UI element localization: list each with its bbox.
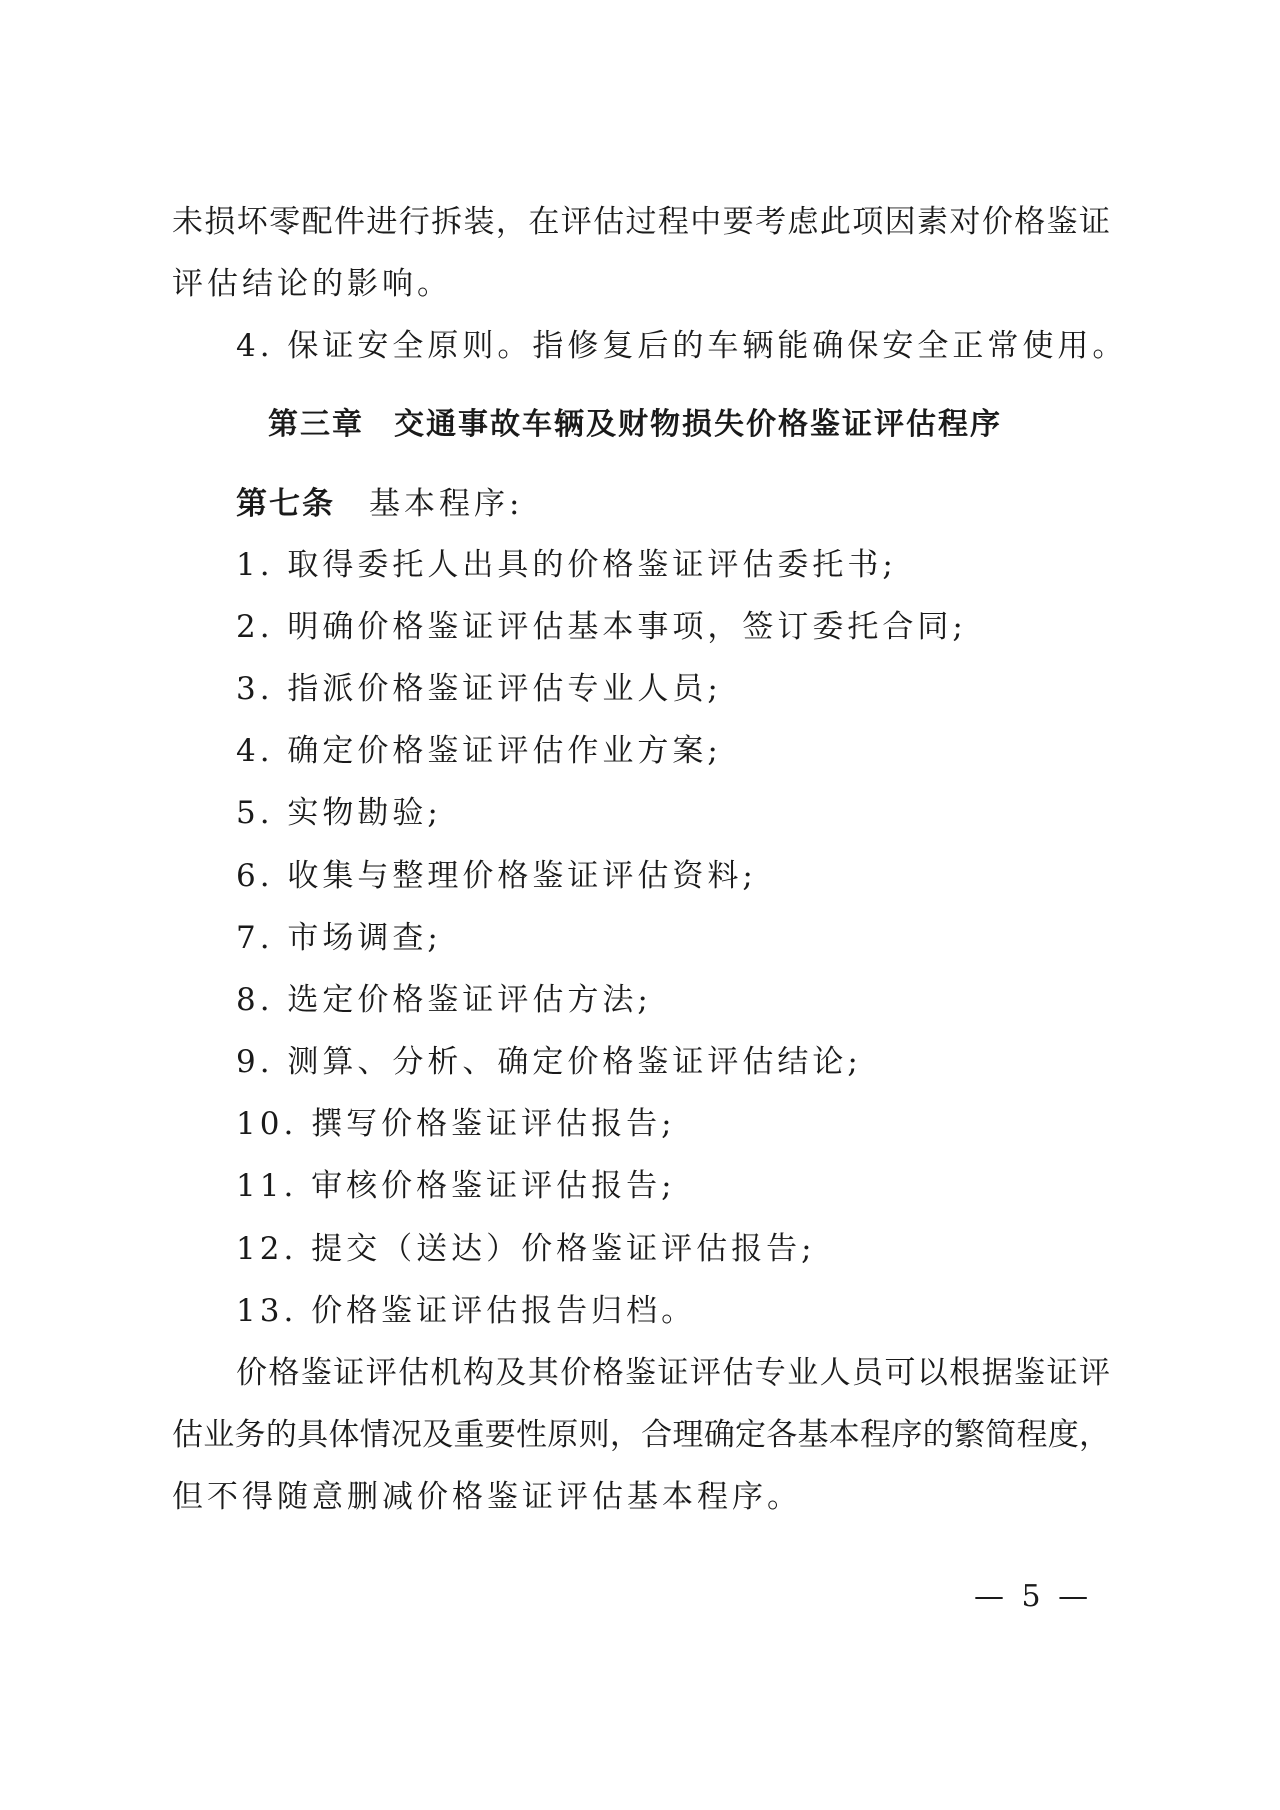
list-item: 1. 取得委托人出具的价格鉴证评估委托书; <box>236 547 897 583</box>
article-title: 基本程序: <box>369 486 524 522</box>
list-item: 2. 明确价格鉴证评估基本事项，签订委托合同; <box>236 609 967 645</box>
list-item: 6. 收集与整理价格鉴证评估资料; <box>236 858 757 894</box>
list-item: 12. 提交（送达）价格鉴证评估报告; <box>236 1231 816 1267</box>
list-item: 4. 确定价格鉴证评估作业方案; <box>236 733 722 769</box>
principle-item: 4. 保证安全原则。指修复后的车辆能确保安全正常使用。 <box>236 328 1128 364</box>
paragraph-line: 价格鉴证评估机构及其价格鉴证评估专业人员可以根据鉴证评 <box>236 1355 1110 1391</box>
list-item: 5. 实物勘验; <box>236 795 442 831</box>
page-number: — 5 — <box>974 1579 1093 1614</box>
list-item: 13. 价格鉴证评估报告归档。 <box>236 1293 697 1329</box>
list-item: 3. 指派价格鉴证评估专业人员; <box>236 671 722 707</box>
list-item: 9. 测算、分析、确定价格鉴证评估结论; <box>236 1044 862 1080</box>
list-item: 10. 撰写价格鉴证评估报告; <box>236 1106 676 1142</box>
list-item: 7. 市场调查; <box>236 920 442 956</box>
paragraph-line: 评估结论的影响。 <box>172 266 452 302</box>
chapter-title: 交通事故车辆及财物损失价格鉴证评估程序 <box>394 407 1002 442</box>
chapter-heading <box>268 405 1002 445</box>
article-label: 第七条 <box>236 486 335 522</box>
paragraph-line: 但不得随意删减价格鉴证评估基本程序。 <box>172 1479 802 1515</box>
chapter-number: 第三章 <box>268 407 364 442</box>
paragraph-line: 估业务的具体情况及重要性原则，合理确定各基本程序的繁简程度， <box>172 1417 1110 1453</box>
article-heading <box>236 484 523 524</box>
list-item: 11. 审核价格鉴证评估报告; <box>236 1168 676 1204</box>
paragraph-line: 未损坏零配件进行拆装，在评估过程中要考虑此项因素对价格鉴证 <box>172 204 1110 240</box>
list-item: 8. 选定价格鉴证评估方法; <box>236 982 652 1018</box>
